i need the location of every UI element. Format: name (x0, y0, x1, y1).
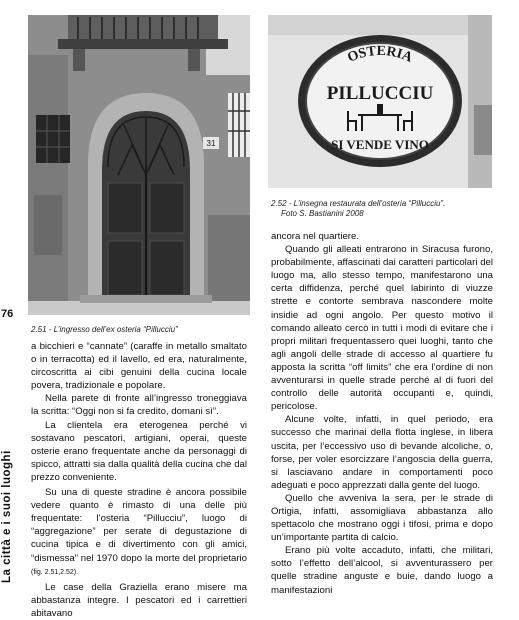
caption-right-line1: 2.52 - L’insegna restaurata dell’osteria “Pillucciu”. (271, 199, 446, 208)
paragraph: Nella parete di fronte all’ingresso troneggiava la scritta: “Oggi non si fa credito, domani sì”. (31, 393, 247, 418)
paragraph: Quando gli alleati entrarono in Siracusa furono, probabilmente, affascinati dai caratteri particolari del luogo ma, allo stesso tempo, manifestarono una certa diffidenza, perché quel labirinto di viuzze strette e contorte sembrava nascondere molte insidie ad ogni angolo. Per questo motivo il comando alleato cercò in tutti i modi di evitare che i propri militari frequentassero quei luoghi, tanto che agli angoli delle strade di accesso al quartiere fu apposta la scritta “off limits” che era l’ordine di non avventurarsi in quelle strade perché al di fuori del controllo delle autorità occupanti e, quindi, pericolose. (271, 244, 493, 413)
figure-caption-right (271, 199, 491, 219)
photo-osteria-entrance (28, 15, 250, 315)
paragraph: La clientela era eterogenea perché vi sostavano pescatori, artigiani, operai, queste osterie erano frequentate anche da personaggi di spicco, attratti sia dalla qualità della cucina che dal prezzo conveniente. (31, 419, 247, 483)
sign-text-name: PILLUCCIU (326, 83, 434, 104)
text-column-left (31, 340, 247, 620)
paragraph: Alcune volte, infatti, in quel periodo, era successo che marinai della flotta inglese, in libera uscita, per l’eccessivo uso di bevande alcoliche, o, forse, per voler esorcizzare l’angoscia della guerra, si lasciavano andare in comportamenti poco adeguati e poco apprezzati dalla gente del luogo. (271, 414, 493, 491)
figure-reference: (fig. 2.51,2.52). (31, 568, 79, 576)
paragraph: a bicchieri e “cannate” (caraffe in metallo smaltato o in terracotta) ed il lavello, ed era, naturalmente, circoscritta ai cibi genuini della cucina locale povera, tradizionale e popolare. (31, 341, 247, 392)
paragraph-text: Su una di queste stradine è ancora possibile vedere quanto è rimasto di una delle più frequentate: l’osteria “Pillucciu”, luogo di “aggregazione” per serate di degustazione di cucina tipica e di divertimento con gli amici, “dismessa” nel 1970 dopo la morte del proprietario (31, 487, 247, 564)
figure-caption-left: 2.51 - L’ingresso dell’ex osteria “Pillucciu” (31, 325, 178, 334)
house-number: 31 (206, 139, 216, 148)
paragraph: Le case della Graziella erano misere ma abbastanza integre. I pescatori ed i carrettieri abitavano (31, 581, 247, 619)
page-number: 76 (1, 308, 14, 320)
sign-text-vino: SI VENDE VINO (331, 137, 429, 152)
sign-text-osteria: OSTERIA (345, 43, 415, 66)
paragraph (31, 486, 247, 579)
section-side-label: La città e i suoi luoghi (1, 450, 13, 583)
paragraph: Erano più volte accaduto, infatti, che militari, sotto l’effetto dell’alcool, si avventurassero per quelle stradine anguste e buie, dando luogo a manifestazioni (271, 545, 493, 596)
caption-right-line2: Foto S. Bastianini 2008 (281, 209, 364, 218)
text-column-right (271, 230, 493, 597)
paragraph: Quello che avveniva la sera, per le strade di Ortigia, infatti, assomigliava abbastanza allo spettacolo che mostrano oggi i tifosi, prima e dopo un’importante partita di calcio. (271, 492, 493, 544)
photo-osteria-sign (268, 15, 492, 188)
paragraph: ancora nel quartiere. (271, 231, 359, 242)
